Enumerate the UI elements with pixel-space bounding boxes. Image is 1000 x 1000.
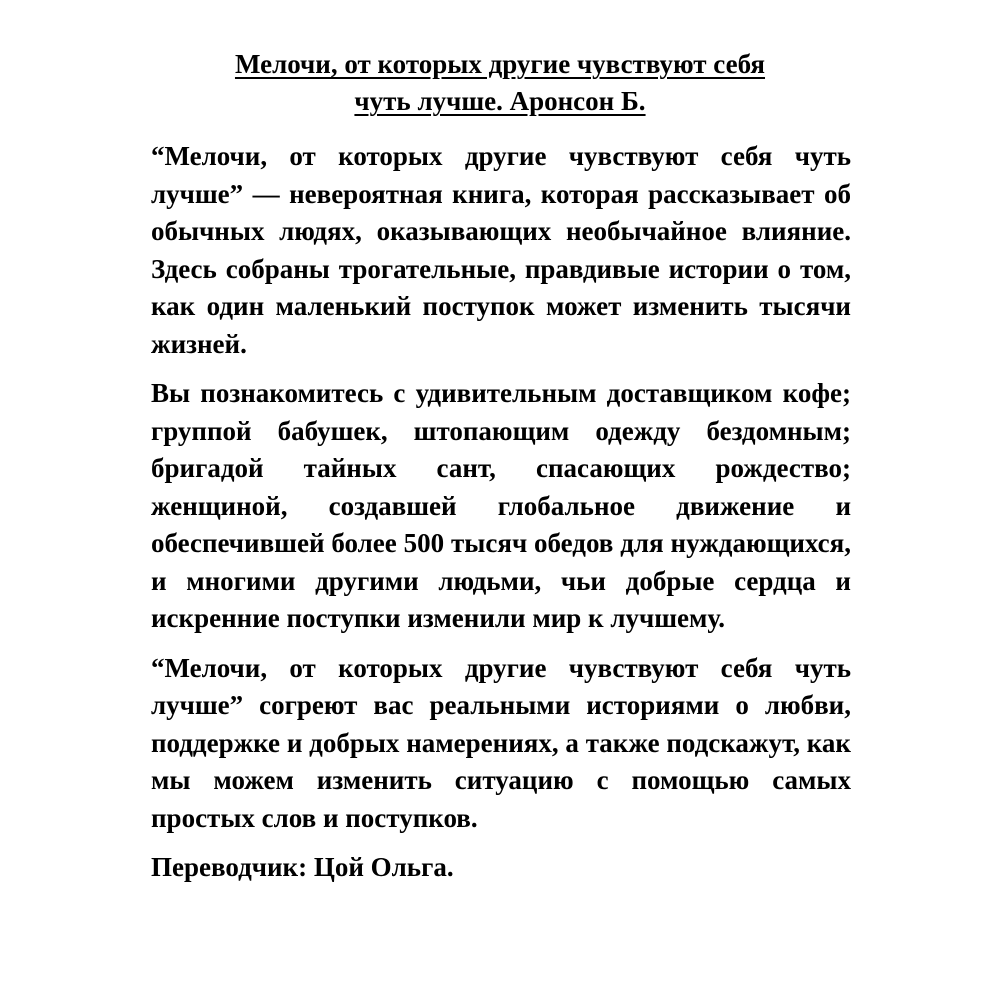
title-line-2 <box>100 83 900 120</box>
title-line-2-text: чуть лучше. Аронсон Б. <box>354 86 646 116</box>
document-title <box>100 46 900 120</box>
translator-credit: Переводчик: Цой Ольга. <box>151 852 454 882</box>
paragraph-stories: Вы познакомитесь с удивительным доставщиком кофе; группой бабушек, штопающим одежду бездомным; бригадой тайных сант, спасающих рождество; женщиной, создавшей глобальное движение и обеспечившей более 500 тысяч обедов для нуждающихся, и многими другими людьми, чьи добрые сердца и искренние поступки изменили мир к лучшему. <box>151 378 851 633</box>
paragraph-conclusion: “Мелочи, от которых другие чувствуют себя чуть лучше” согреют вас реальными историями о любви, поддержке и добрых намерениях, а также подскажут, как мы можем изменить ситуацию с помощью самых простых слов и поступков. <box>151 652 851 833</box>
paragraph-intro: “Мелочи, от которых другие чувствуют себя чуть лучше” — невероятная книга, которая рассказывает об обычных людях, оказывающих необычайное влияние. Здесь собраны трогательные, правдивые истории о том, как один маленький поступок может изменить тысячи жизней. <box>151 141 851 359</box>
title-line-1-text: Мелочи, от которых другие чувствуют себя <box>234 49 766 79</box>
title-line-1 <box>100 46 900 83</box>
document-body <box>151 138 851 887</box>
